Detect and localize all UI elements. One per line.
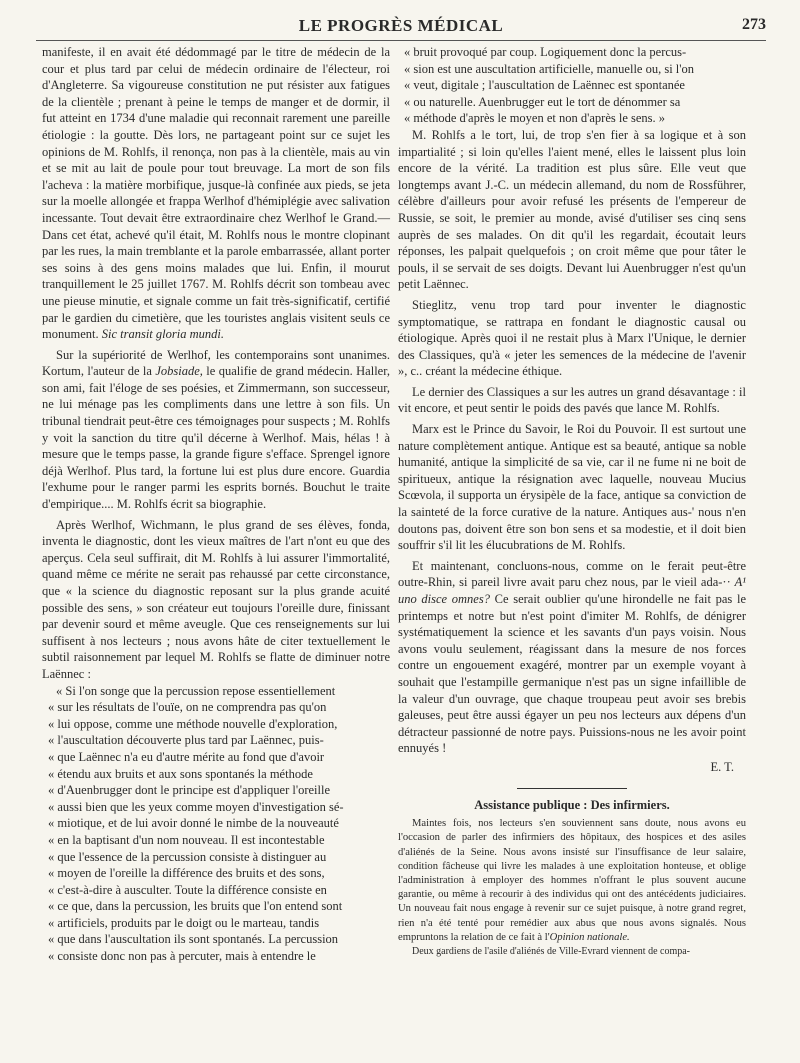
paragraph-text: Sur la supériorité de Werlhof, les contemporains sont unanimes. Kortum, l'auteur de la (42, 347, 390, 379)
quote-line: « sur les résultats de l'ouïe, on ne comprendra pas qu'on (48, 700, 327, 715)
quote-line: « artificiels, produits par le doigt ou le marteau, tandis (48, 915, 320, 930)
paragraph: Marx est le Prince du Savoir, le Roi du Pouvoir. Il est surtout une nature complètement antique. Antique est sa beauté, antique sa noble humanité, antique la simplicité de sa vie, car il ne fume ni ne boit de spiritueux, antique la résignation avec laquelle, nouveau Mucius Scœvola, il supporta un érysipèle de la face, antique sa conviction de la sainteté de la force curative de la nature. Antiques aus-' nous n'en doutons pas, doivent être son bon sens et sa modestie, et il doit bien souffrir s'il lit les élucubrations de M. Rohlfs. (398, 422, 746, 553)
page-number: 273 (742, 16, 766, 33)
paragraph: Le dernier des Classiques a sur les autres un grand désavantage : il vit encore, et peut sentir le poids des pavés que lance M. Rohlfs. (398, 384, 746, 416)
paragraph-text: Maintes fois, nos lecteurs s'en souviennent sans doute, nous avons eu l'occasion de parler des infirmiers des hôpitaux, des hospices et des asiles d'aliénés de la Seine. Nous avons insisté sur l'insuffisance de leur salaire, condition fâcheuse qui livre les malades à une exploitation honteuse, et oblige l'administration à employer des hommes n'offrant le plus souvent aucune garantie, ou même à recourir à des individus qui ont des antécédents judiciaires. Un nouveau fait nous engage à revenir sur ce sujet puisque, à notre grand regret, rien n'a été tenté pour remédier aux abus que nous avons signalés. Nous empruntons la relation de ce fait à l' (398, 818, 746, 943)
quote-line: « étendu aux bruits et aux sons spontanés la méthode (48, 766, 313, 781)
quotation-block (42, 683, 390, 965)
paragraph (42, 44, 390, 343)
paragraph (398, 558, 746, 757)
section-divider (517, 788, 627, 789)
latin-phrase: Sic transit gloria mundi. (101, 327, 224, 342)
latin-phrase: A¹ uno disce omnes? (398, 575, 746, 606)
source-title: Opinion nationale. (549, 931, 630, 943)
quote-line: « moyen de l'oreille la différence des bruits et des sons, (48, 866, 325, 881)
quote-line: « méthode d'après le moyen et non d'après le sens. » (404, 111, 666, 126)
author-signature: E. T. (710, 759, 734, 774)
quotation-block-continued (398, 44, 746, 127)
quote-line: « sion est une auscultation artificielle, manuelle ou, si l'on (404, 61, 695, 76)
quote-line: « ou naturelle. Auenbrugger eut le tort de dénommer sa (404, 94, 681, 109)
section-title: Assistance publique : Des infirmiers. (474, 797, 670, 812)
paragraph: Deux gardiens de l'asile d'aliénés de Ville-Evrard viennent de compa- (412, 945, 690, 957)
paragraph (42, 347, 390, 513)
paragraph (398, 817, 746, 945)
quote-line: « d'Auenbrugger dont le principe est d'appliquer l'oreille (48, 783, 331, 798)
paragraph: Après Werlhof, Wichmann, le plus grand de ses élèves, fonda, inventa le diagnostic, dont les vieux maîtres de l'art n'ont eu que des aperçus. Cela seul suffirait, dit M. Rohlfs à lui assurer l'immortalité, quand même ce mérite ne serait pas rehaussé par cette circonstance, que « la science du diagnostic reposant sur la plus grande acuité possible des sens, » son créateur eut toujours l'oreille dure, finissant par devenir sourd et même aveugle. Que ces renseignements sur lui suffisent à nos lecteurs ; nous avons hâte de citer textuellement le subtil raisonnement par lequel M. Rohlfs se flatte de diminuer notre Laënnec : (42, 517, 390, 681)
paragraph-text: Et maintenant, concluons-nous, comme on le ferait peut-être outre-Rhin, si pareil livre avait paru chez nous, par le vieil ada-·· (398, 558, 746, 590)
quote-line: « l'auscultation découverte plus tard par Laënnec, puis- (48, 733, 324, 748)
paragraph-text: Ce serait oublier qu'une hirondelle ne fait pas le printemps et notre but n'est point d'imiter M. Rohlfs, de dénigrer systématiquement la science et les savants d'un pays voisin. Nous avons voulu seulement, réagissant dans la mesure de nos forces contre un engouement exagéré, montrer par un exemple voyant à souhait que l'estampille germanique n'est pas un signe infaillible de la valeur d'un ouvrage, que chaque troupeau peut avoir ses brebis galeuses, peut être aussi égayer un peu nos lecteurs aux dépens d'un détracteur passionné de notre pays. Puissions-nous ne les avoir point ennuyés ! (398, 592, 746, 756)
quote-line: « miotique, et de lui avoir donné le nimbe de la nouveauté (48, 816, 339, 831)
work-title: Jobsiade, (155, 364, 203, 379)
paragraph: Stieglitz, venu trop tard pour inventer le diagnostic symptomatique, se rattrapa en fondant le diagnostic causal ou étiologique. Après quoi il ne restait plus à Marx l'Unique, le dernier des Classiques, qu'à « jeter les semences de la médecine de l'avenir », c.. créant la médecine éthique. (398, 297, 746, 379)
journal-title: LE PROGRÈS MÉDICAL (298, 16, 504, 35)
paragraph-text: le qualifie de grand médecin. Haller, son ami, fait l'éloge de ses poésies, et Zimmermann, son successeur, ne lui ménage pas les compliments dans une lettre à son fils. Un tribunal tiendrait peut-être ces témoignages pour suspects ; M. Rohlfs y voit la sanction du titre qu'il décerne à Werlhof. Mais, hélas ! à mesure que le temps passe, la grande figure s'efface. Sprengel ignore déjà Werlhof. Plus tard, la fortune lui est plus dure encore. Guardia l'exhume pour le ranger parmi les esprits bornés. Bouchut le traite d'empirique.... M. Rohlfs écrit sa biographie. (42, 364, 391, 512)
quote-line: « que dans l'auscultation ils sont spontanés. La percussion (48, 932, 339, 947)
quote-line: « aussi bien que les yeux comme moyen d'investigation sé- (48, 799, 344, 814)
quote-line: « Si l'on songe que la percussion repose essentiellement (56, 683, 336, 698)
running-head (36, 14, 766, 41)
quote-line: « veut, digitale ; l'auscultation de Laënnec est spontanée (404, 78, 685, 93)
quote-line: « ce que, dans la percussion, les bruits que l'on entend sont (48, 899, 343, 914)
paragraph: M. Rohlfs a le tort, lui, de trop s'en fier à sa logique et à son impartialité ; si loin qu'elles l'aient mené, elles le laissent plus loin encore de la vérité. La tradition est plus sûre. Elle veut que longtemps avant J.-C. un médecin allemand, du nom de Rossführer, célèbre d'ailleurs pour avoir refusé les présents de l'empereur de Russie, se soit, le premier au monde, avisé d'utiliser ses cinq sens auprès de ses malades. On dit qu'il les regardait, écoutait leurs réponses, les palpait quelquefois ; on croit même que pour tâter le pouls, il se servait de ses doigts. Devant lui Auenbrugger n'est qu'un petit Laënnec. (398, 127, 746, 292)
quote-line: « que Laënnec n'a eu d'autre mérite au fond que d'avoir (48, 749, 325, 764)
paragraph-text: manifeste, il en avait été dédommagé par le titre de médecin de la cour et plus tard par celui de médecin ordinaire de l'électeur, roi d'Angleterre. Sa vigoureuse constitution ne put résister aux fatigues de la clientèle ; prenant à peine le temps de manger et de dormir, il fut atteint en 1734 d'une maladie qui reconnait rarement une pareille étiologie : la goutte. Dès lors, ne partageant point sur ce sujet les opinions de M. Rohlfs, il renonça, non pas à la clientèle, mais au vin et se mit au lait de poule pour tout breuvage. La mort de son fils l'acheva : la matière morbifique, jusque-là confinée aux pieds, se jeta sur la moelle allongée et frappa Werlhof d'hémiplégie avec salivation incessante. Tout devait être extraordinaire chez Werlhof le Grand.—Dans cet état, achevé qu'il était, M. Rohlfs nous le montre clopinant par les rues, la main tremblante et la parole embarrassée, allant porter ses soins à des gens moins malades que lui. Enfin, il mourut tranquillement le 25 juillet 1767. M. Rohlfs décrit son tombeau avec une pieuse minutie, et signale comme un fait très-significatif, certifié par le gardien du cimetière, que les touristes anglais visitent seuls ce monument. (42, 45, 390, 342)
left-column (42, 44, 390, 965)
quote-line: « consiste donc non pas à percuter, mais à entendre le (48, 949, 316, 964)
quote-line: « en la baptisant d'un nom nouveau. Il est incontestable (48, 832, 325, 847)
quote-line: « bruit provoqué par coup. Logiquement donc la percus- (404, 45, 687, 59)
quote-line: « que l'essence de la percussion consiste à distinguer au (48, 849, 327, 864)
quote-line: « c'est-à-dire à ausculter. Toute la différence consiste en (48, 882, 327, 897)
quote-line: « lui oppose, comme une méthode nouvelle d'exploration, (48, 716, 338, 731)
right-column (398, 44, 746, 958)
